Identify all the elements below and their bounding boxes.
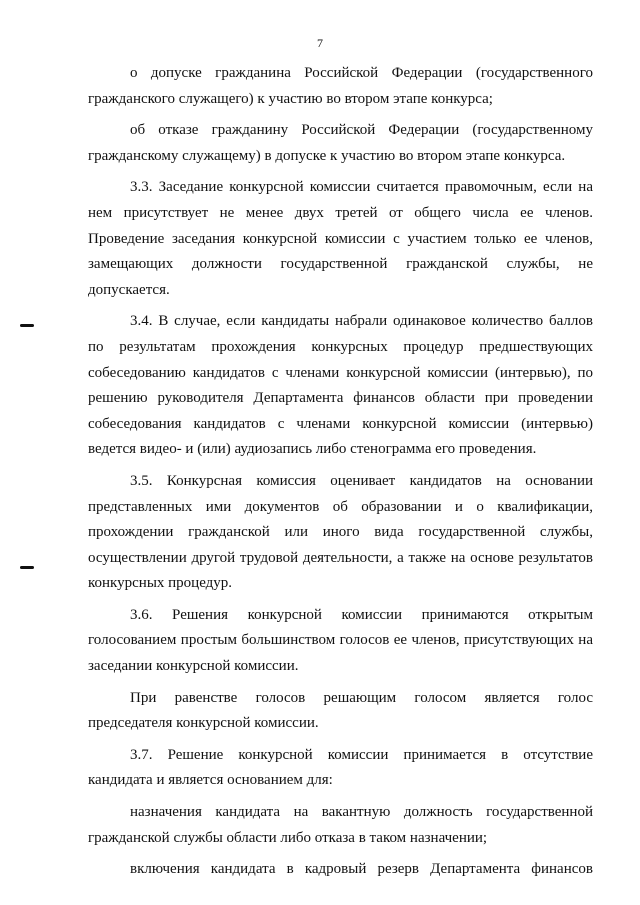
paragraph-3-4: 3.4. В случае, если кандидаты набрали одинаковое количество баллов по результатам прохождения конкурсных процедур предшествующих собеседованию кандидатов с членами конкурсной комиссии (интервью), по решению руководителя Департамента финансов области при проведении собеседования кандидатов с членами конкурсной комиссии (интервью) ведется видео- и (или) аудиозапись либо стенограмма его проведения.: [88, 313, 593, 458]
paragraph-3-6: 3.6. Решения конкурсной комиссии принимаются открытым голосованием простым большинством голосов ее членов, присутствующих на заседании конкурсной комиссии.: [88, 606, 593, 675]
paragraph-refusal: об отказе гражданину Российской Федерации (государственному гражданскому служащему) в допуске к участию во втором этапе конкурса.: [88, 122, 593, 164]
scan-mark: [20, 566, 34, 569]
paragraph-3-7: 3.7. Решение конкурсной комиссии принимается в отсутствие кандидата и является основанием для:: [88, 746, 593, 789]
scan-mark: [20, 324, 34, 327]
page-number: 7: [317, 36, 323, 50]
paragraph-reserve: включения кандидата в кадровый резерв Департамента финансов: [130, 861, 593, 878]
paragraph-appointment: назначения кандидата на вакантную должность государственной гражданской службы области либо отказа в таком назначении;: [88, 804, 593, 846]
paragraph-3-5: 3.5. Конкурсная комиссия оценивает кандидатов на основании представленных ими документов об образовании и о квалификации, прохождении гражданской или иного вида государственной службы, осуществлении другой трудовой деятельности, а также на основе результатов конкурсных процедур.: [88, 472, 593, 592]
paragraph-tie-vote: При равенстве голосов решающим голосом является голос председателя конкурсной комиссии.: [88, 689, 593, 732]
paragraph-admission: о допуске гражданина Российской Федерации (государственного гражданского служащего) к участию во втором этапе конкурса;: [88, 65, 593, 107]
paragraph-3-3: 3.3. Заседание конкурсной комиссии считается правомочным, если на нем присутствует не менее двух третей от общего числа ее членов. Проведение заседания конкурсной комиссии с участием только ее членов, замещающих должности государственной гражданской службы, не допускается.: [88, 179, 593, 298]
document-body: [88, 61, 593, 889]
